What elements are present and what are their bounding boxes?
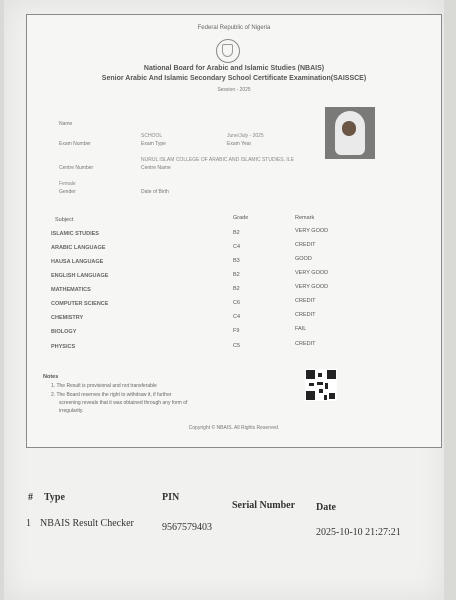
subject-header: Subject [55, 217, 74, 223]
result-grade: F9 [233, 328, 240, 334]
result-subject: HAUSA LANGUAGE [51, 259, 104, 265]
name-label: Name [59, 121, 73, 127]
result-subject: BIOLOGY [51, 329, 77, 335]
paper-sheet [4, 0, 444, 600]
receipt-header-num: # [28, 492, 33, 503]
result-subject: ISLAMIC STUDIES [51, 231, 99, 237]
receipt-row-num: 1 [26, 518, 31, 529]
receipt-row-pin: 9567579403 [162, 522, 212, 533]
exam-year-value: June/July - 2025 [227, 133, 264, 139]
result-subject: MATHEMATICS [51, 287, 91, 293]
result-grade: B3 [233, 258, 240, 264]
centre-number-label: Centre Number [59, 165, 94, 171]
note-line: 1. The Result is provisional and not transferable [51, 383, 157, 389]
centre-name-label: Centre Name [141, 165, 171, 171]
exam-type-value: SCHOOL [141, 133, 163, 139]
note-line: screening reveals that it was obtained through any form of [59, 400, 188, 406]
session-label: Session - 2025 [217, 87, 251, 93]
result-remark: VERY GOOD [295, 270, 329, 276]
result-remark: CREDIT [295, 298, 316, 304]
result-subject: ARABIC LANGUAGE [51, 245, 106, 251]
receipt-header-type: Type [44, 492, 65, 503]
verification-qr-code-icon [305, 369, 337, 401]
result-subject: COMPUTER SCIENCE [51, 301, 109, 307]
result-remark: VERY GOOD [295, 284, 329, 290]
result-grade: B2 [233, 230, 240, 236]
note-line: 2. The Board reserves the right to withdraw it, if further [51, 392, 172, 398]
result-subject: ENGLISH LANGUAGE [51, 273, 109, 279]
remark-header: Remark [295, 215, 315, 221]
centre-name-value: NURUL ISLAM COLLEGE OF ARABIC AND ISLAMIC STUDIES, ILE [141, 157, 294, 163]
coat-of-arms-icon [216, 39, 240, 63]
exam-type-label: Exam Type [141, 141, 166, 147]
candidate-photo [325, 107, 375, 159]
result-grade: C4 [233, 244, 241, 250]
republic-heading: Federal Republic of Nigeria [197, 25, 271, 31]
result-remark: CREDIT [295, 312, 316, 318]
exam-year-label: Exam Year [227, 141, 252, 147]
result-subject: PHYSICS [51, 344, 76, 350]
result-certificate [26, 14, 442, 448]
receipt-header-pin: PIN [162, 492, 180, 503]
result-grade: C6 [233, 300, 241, 306]
result-grade: C4 [233, 314, 241, 320]
receipt-header-date: Date [316, 502, 336, 513]
board-title: National Board for Arabic and Islamic Studies (NBAIS) [143, 65, 325, 72]
exam-number-label: Exam Number [59, 141, 91, 147]
receipt-row-type: NBAIS Result Checker [40, 518, 134, 529]
copyright-text: Copyright © NBAIS. All Rights Reserved. [188, 425, 280, 431]
result-remark: GOOD [295, 256, 312, 262]
result-grade: C5 [233, 343, 241, 349]
result-grade: B2 [233, 286, 240, 292]
result-remark: FAIL [295, 326, 307, 332]
gender-label: Gender [59, 189, 76, 195]
result-subject: CHEMISTRY [51, 315, 84, 321]
result-remark: CREDIT [295, 341, 316, 347]
receipt-row-date: 2025-10-10 21:27:21 [316, 527, 401, 538]
notes-title: Notes [43, 374, 59, 380]
receipt-header-serial: Serial Number [232, 500, 296, 511]
result-remark: CREDIT [295, 242, 316, 248]
result-grade: B2 [233, 272, 240, 278]
grade-header: Grade [233, 215, 249, 221]
dob-label: Date of Birth [141, 189, 169, 195]
note-line: irregularity. [59, 408, 84, 414]
result-remark: VERY GOOD [295, 228, 329, 234]
gender-value: Female [59, 181, 76, 187]
exam-title: Senior Arabic And Islamic Secondary School Certificate Examination(SAISSCE) [101, 75, 367, 82]
